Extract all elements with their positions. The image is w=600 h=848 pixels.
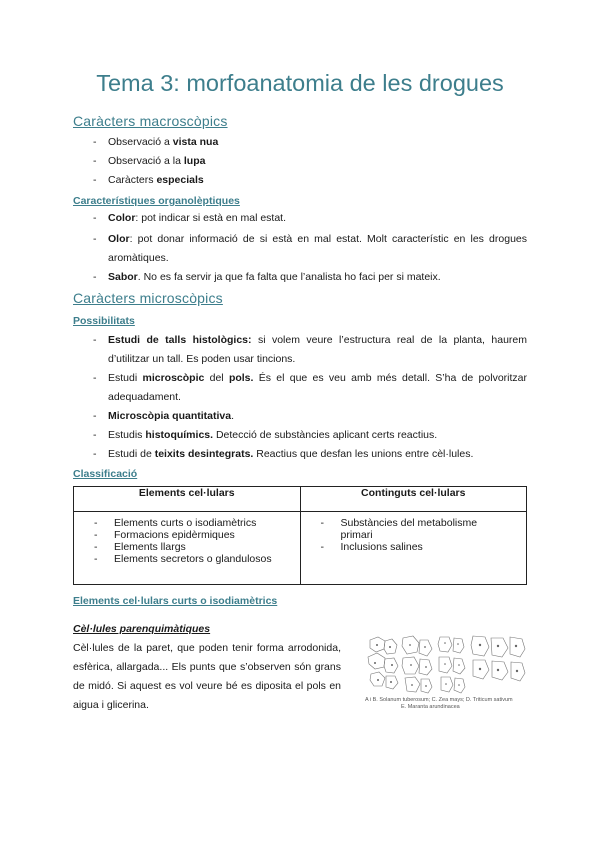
classification-table — [73, 486, 527, 585]
table-header: Continguts cel·lulars — [300, 487, 527, 512]
list-item: - Estudi de teixits desintegrats. Reactius que desfan les unions entre cèl·lules. — [93, 448, 474, 460]
heading-parenchyma: Cèl·lules parenquimàtiques — [73, 623, 211, 635]
list-item: - Formacions epidèrmiques — [94, 529, 300, 541]
list-item: - Color: pot indicar si està en mal estat. — [93, 212, 286, 224]
table-header: Elements cel·lulars — [74, 487, 301, 512]
list-item: - Estudi de talls histològics: si volem veure l’estructura real de la planta, haurem d’utilitzar un tall. Es poden usar tincions. — [93, 334, 527, 365]
table-cell — [300, 512, 527, 585]
list-item: - Substàncies del metabolisme primari — [321, 517, 527, 541]
list-item: - Olor: pot donar informació de si està en mal estat. Molt característic en les drogues aromàtiques. — [93, 233, 527, 264]
heading-organoleptic: Característiques organolèptiques — [73, 195, 240, 207]
list-item: - Inclusions salines — [321, 541, 527, 553]
list-item: - Observació a vista nua — [93, 136, 219, 148]
list-item: - Elements secretors o glandulosos — [94, 553, 300, 565]
list-item: - Elements llargs — [94, 541, 300, 553]
heading-possibilities: Possibilitats — [73, 315, 135, 327]
list-item: - Observació a la lupa — [93, 155, 206, 167]
heading-macroscopic: Caràcters macroscòpics — [73, 113, 228, 129]
heading-short-elements: Elements cel·lulars curts o isodiamètrics — [73, 595, 278, 607]
microscopy-figure — [365, 632, 528, 710]
heading-microscopic: Caràcters microscòpics — [73, 290, 223, 306]
page-title: Tema 3: morfoanatomia de les drogues — [96, 70, 504, 96]
figure-caption: A i B. Solanum tuberosum; C. Zea mays; D. Triticum sativum — [365, 697, 513, 703]
list-item: - Sabor. No es fa servir ja que fa falta que l’analista ho faci per si mateix. — [93, 271, 441, 283]
heading-classification: Classificació — [73, 468, 138, 480]
list-item: - Estudis histoquímics. Detecció de substàncies aplicant certs reactius. — [93, 429, 438, 441]
list-item: - Elements curts o isodiamètrics — [94, 517, 300, 529]
microscopy-cells-image — [365, 632, 528, 695]
list-item: - Caràcters especials — [93, 174, 204, 186]
list-item: - Microscòpia quantitativa. — [93, 410, 235, 422]
figure-caption: E. Maranta arundinacea — [401, 704, 460, 710]
list-item: - Estudi microscòpic del pols. És el que es veu amb més detall. S’ha de polvoritzar adequadament. — [93, 372, 527, 403]
table-cell — [74, 512, 301, 585]
paragraph: Cèl·lules de la paret, que poden tenir forma arrodonida, esfèrica, allargada... Els punts que s’observen són grans de midó. Si aquest es vol veure bé es diposita el pols en aigua i glicerina. — [73, 642, 341, 711]
